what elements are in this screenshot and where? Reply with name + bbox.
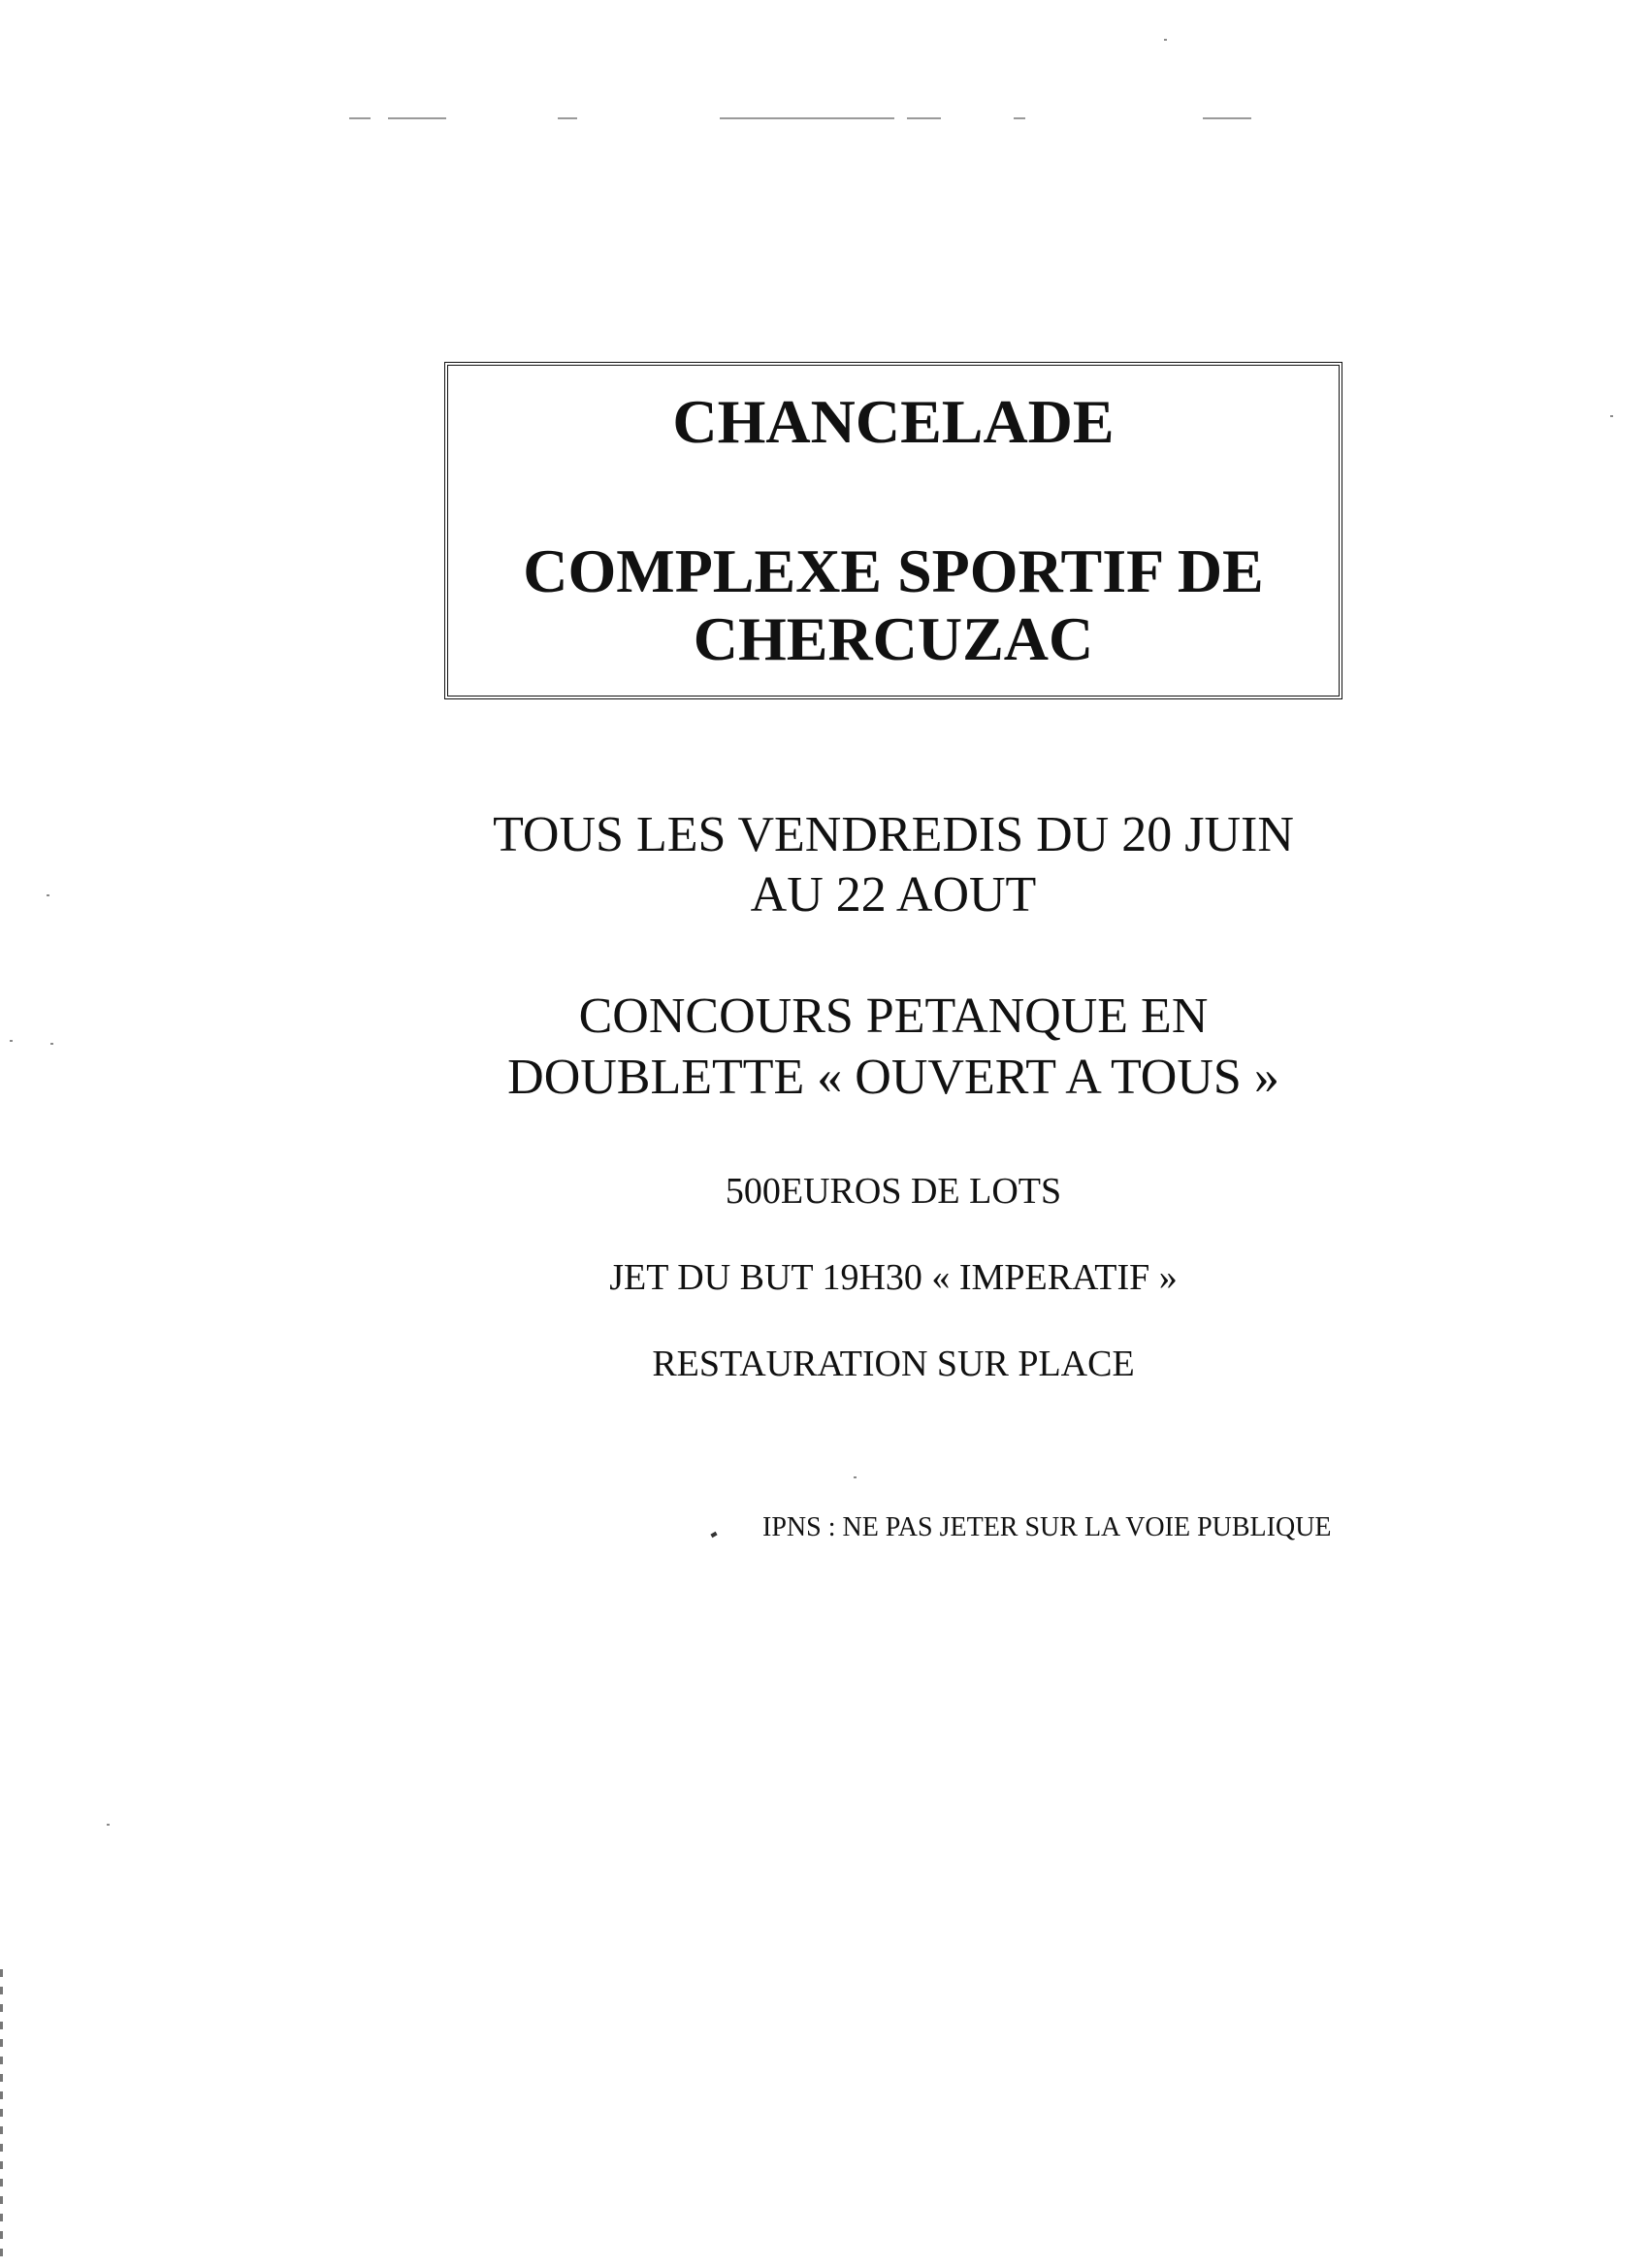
scan-speck (107, 1824, 110, 1826)
town-name: CHANCELADE (672, 387, 1115, 456)
scan-speck (854, 1476, 857, 1478)
scan-artifact (1014, 117, 1025, 119)
scan-artifact (720, 117, 894, 119)
dates-line-2: AU 22 AOUT (750, 867, 1037, 923)
header-box (444, 362, 1342, 699)
scan-artifact (1203, 117, 1251, 119)
scan-speck (50, 1043, 53, 1045)
scan-speck (47, 894, 49, 896)
event-line-2: DOUBLETTE « OUVERT A TOUS » (507, 1050, 1279, 1105)
venue-name-line-2: CHERCUZAC (693, 604, 1094, 673)
legal-notice: IPNS : NE PAS JETER SUR LA VOIE PUBLIQUE (762, 1512, 1332, 1542)
prizes: 500EUROS DE LOTS (725, 1171, 1062, 1212)
scan-artifact (558, 117, 577, 119)
scan-artifact (907, 117, 941, 119)
scan-speck (1610, 415, 1613, 417)
event-line-1: CONCOURS PETANQUE EN (578, 988, 1209, 1044)
scan-edge-marks (0, 1969, 3, 2260)
venue-name-line-1: COMPLEXE SPORTIF DE (523, 536, 1264, 605)
scan-artifact (388, 117, 446, 119)
scan-artifact (349, 117, 371, 119)
scan-speck (1164, 39, 1167, 41)
pen-mark (710, 1532, 717, 1538)
dates-line-1: TOUS LES VENDREDIS DU 20 JUIN (493, 807, 1294, 862)
scan-speck (10, 1040, 13, 1042)
food-info: RESTAURATION SUR PLACE (652, 1344, 1135, 1384)
start-time: JET DU BUT 19H30 « IMPERATIF » (609, 1257, 1178, 1298)
